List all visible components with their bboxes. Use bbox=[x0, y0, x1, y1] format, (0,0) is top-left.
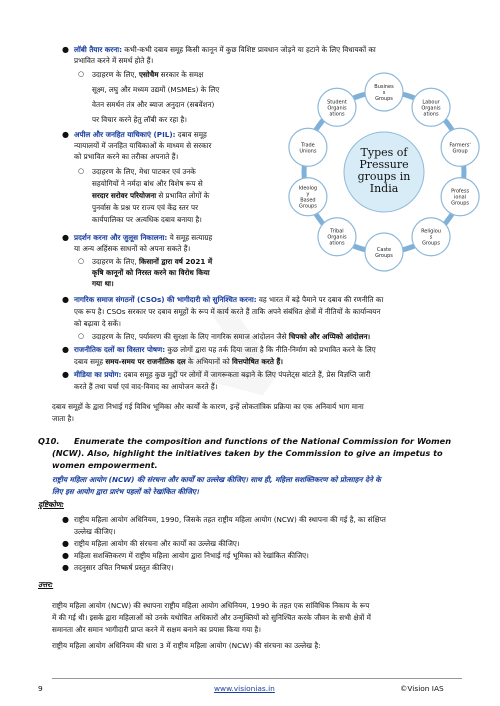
diagram-node-label: ations bbox=[329, 240, 345, 247]
diagram-node-label: Tribal bbox=[330, 228, 344, 235]
para-pil: अपील और जनहित याचिकाएं (PIL): दबाव समूह न्यायालयों में जनहित याचिकाओं के माध्यम से सरकार को प्रभावित करने का तरीका अपनाते हैं। bbox=[74, 130, 212, 161]
diagram-node bbox=[412, 88, 450, 126]
diagram-node-label: ations bbox=[423, 111, 439, 118]
diagram-node bbox=[441, 128, 479, 166]
bullet-icon: ● bbox=[62, 130, 69, 139]
para-funding: राजनीतिक दलों का विस्तार पोषण: कुछ लोगों द्वारा यह तर्क दिया जाता है कि नीति-निर्माण को प्रभावित करने के लिए bbox=[74, 345, 376, 354]
para-cso-line2: एक रूप है। CSOs सरकार पर दबाव समूहों के रूप में कार्य करते हैं ताकि अपने संबंधित क्षेत्रों में नीतियों के कार्यान्वयन bbox=[74, 307, 381, 316]
diagram-node-label: Labour bbox=[422, 99, 440, 106]
conclusion-line2: जाता है। bbox=[52, 414, 74, 423]
diagram-node-label: Caste bbox=[376, 247, 392, 253]
diagram-node-label: Ideolog bbox=[298, 185, 318, 192]
approach-label: दृष्टिकोण: bbox=[38, 500, 65, 509]
diagram-node bbox=[412, 218, 450, 256]
diagram-node-label: Groups bbox=[375, 96, 393, 102]
circle-bullet-icon: ○ bbox=[78, 257, 85, 265]
diagram-node-label: Groups bbox=[299, 203, 317, 210]
para-pil-example: उदाहरण के लिए, मेधा पाटकर एवं उनके सहयोगियों ने नर्मदा बांध और विशेष रूप से सरदार सरोवर परियोजना से प्रभावित लोगों के पुनर्वास के प्रश्न पर राज्य एवं केंद्र स्तर पर कार्यपालिका पर अत्यधिक दबाव बनाया है। bbox=[92, 167, 210, 224]
bullet-icon: ● bbox=[62, 551, 69, 560]
footer-link[interactable]: www.visionias.in bbox=[214, 684, 275, 693]
answer-label: उत्तर: bbox=[38, 580, 54, 589]
diagram-node-label: ional bbox=[454, 194, 467, 201]
approach-item-2: राष्ट्रीय महिला आयोग की संरचना और कार्यों का उल्लेख कीजिए। bbox=[74, 539, 240, 548]
diagram-node bbox=[365, 233, 403, 271]
answer-line1: राष्ट्रीय महिला आयोग (NCW) की स्थापना राष्ट्रीय महिला आयोग अधिनियम, 1990 के तहत एक सांविधिक निकाय के रूप bbox=[52, 601, 370, 610]
approach-item-1-cont: उल्लेख कीजिए। bbox=[74, 527, 116, 536]
bullet-icon: ● bbox=[62, 233, 69, 242]
diagram-node-label: Religiou bbox=[421, 228, 441, 235]
bullet-icon: ● bbox=[62, 295, 69, 304]
bullet-icon: ● bbox=[62, 370, 69, 379]
question-line1: Enumerate the composition and functions of the National Commission for Women bbox=[74, 436, 452, 446]
diagram-node-label: ations bbox=[329, 111, 345, 118]
diagram-node-label: Groups bbox=[451, 200, 469, 207]
para-protest-example: उदाहरण के लिए, किसानों द्वारा वर्ष 2021 में कृषि कानूनों को निरस्त करने का विरोध किया गया था। bbox=[92, 257, 213, 288]
question-hindi-line2: लिए इस आयोग द्वारा प्रारंभ पहलों को रेखांकित कीजिए। bbox=[52, 487, 199, 496]
diagram-node-label: Profess bbox=[451, 188, 470, 195]
diagram-node-label: s bbox=[429, 234, 433, 241]
para-lobby-line2: प्रभावित करने में समर्थ होते हैं। bbox=[74, 56, 154, 65]
diagram-node-label: Busines bbox=[374, 84, 394, 90]
diagram-node-label: Unions bbox=[299, 148, 317, 155]
diagram-node-label: Groups bbox=[375, 253, 393, 259]
conclusion-line1: दबाव समूहों के द्वारा निभाई गई विविध भूमिका और कार्यों के कारण, इन्हें लोकतांत्रिक प्रक्रिया का एक अनिवार्य भाग माना bbox=[52, 402, 364, 411]
diagram-node-label: Student bbox=[327, 99, 347, 106]
circle-bullet-icon: ○ bbox=[78, 167, 85, 175]
para-funding-line2: दबाव समूह समय-समय पर राजनीतिक दल के अभियानों को वित्तपोषित करते हैं। bbox=[74, 357, 283, 366]
diagram-node-label: Organis bbox=[421, 105, 441, 112]
para-media: मीडिया का प्रयोग: दबाव समूह कुछ मुद्दों पर लोगों में जागरूकता बढ़ाने के लिए पंपलेट्स बांटते हैं, प्रेस विज्ञप्ति जारी bbox=[74, 370, 371, 379]
diagram-node-label: Based bbox=[300, 197, 316, 204]
circle-bullet-icon: ○ bbox=[78, 70, 85, 78]
diagram-node bbox=[441, 178, 479, 216]
answer-line3: समानता और समान भागीदारी प्राप्त करने में सक्षम बनाने का प्रयास किया गया है। bbox=[52, 625, 261, 634]
diagram-node-label: y bbox=[306, 191, 310, 198]
center-line-1: Types of bbox=[360, 146, 408, 159]
center-line-4: India bbox=[369, 182, 399, 195]
footer-brand: ©Vision IAS bbox=[400, 684, 444, 693]
bullet-icon: ● bbox=[62, 563, 69, 572]
diagram-node bbox=[318, 218, 356, 256]
diagram-node-label: Trade bbox=[301, 142, 315, 149]
center-line-3: groups in bbox=[357, 170, 411, 183]
para-cso: नागरिक समाज संगठनों (CSOs) की भागीदारी को सुनिश्चित करना: वह भारत में बड़े पैमाने पर दबाव की रणनीति का bbox=[74, 295, 384, 304]
bullet-icon: ● bbox=[62, 45, 69, 54]
question-line3: women empowerment. bbox=[52, 460, 158, 470]
diagram-node-label: Group bbox=[452, 148, 468, 155]
diagram-node bbox=[289, 128, 327, 166]
diagram-node-label: Farmers' bbox=[449, 142, 471, 149]
circle-bullet-icon: ○ bbox=[78, 332, 85, 340]
para-protest: प्रदर्शन करना और जुलूस निकालना: ये समूह सत्याग्रह या अन्य अहिंसक साधनों को अपना सकते हैं। bbox=[74, 233, 213, 253]
para-media-line2: करते हैं तथा चर्चा एवं वाद-विवाद का आयोजन करते हैं। bbox=[74, 382, 218, 391]
question-line2: (NCW). Also, highlight the initiatives taken by the Commission to give an impetus to bbox=[52, 448, 443, 458]
question-hindi-line1: राष्ट्रीय महिला आयोग (NCW) की संरचना और कार्यों का उल्लेख कीजिए। साथ ही, महिला सशक्तिकरण को प्रोत्साहन देने के bbox=[52, 475, 381, 484]
question-number: Q10. bbox=[38, 436, 60, 446]
bullet-icon: ● bbox=[62, 345, 69, 354]
answer-line4: राष्ट्रीय महिला आयोग अधिनियम की धारा 3 में राष्ट्रीय महिला आयोग (NCW) की संरचना का उल्लेख है: bbox=[52, 641, 321, 650]
para-lobby: लॉबी तैयार करना: कभी-कभी दबाव समूह किसी कानून में कुछ विशिष्ट प्रावधान जोड़ने या हटाने के लिए विधायकों का bbox=[74, 45, 376, 54]
approach-item-1: राष्ट्रीय महिला आयोग अधिनियम, 1990, जिसके तहत राष्ट्रीय महिला आयोग (NCW) की स्थापना की गई है, का संक्षिप्त bbox=[74, 515, 386, 524]
diagram-node-label: Groups bbox=[422, 240, 440, 247]
pressure-groups-diagram bbox=[268, 60, 498, 275]
diagram-node-label: s bbox=[382, 90, 386, 96]
center-line-2: Pressure bbox=[359, 158, 409, 171]
bullet-icon: ● bbox=[62, 539, 69, 548]
para-lobby-example: उदाहरण के लिए, एसोचैम सरकार के समक्ष सूक्ष्म, लघु और मध्यम उद्यमों (MSMEs) के लिए वेतन समर्थन तंत्र और ब्याज अनुदान (सबवेंशन) पर विचार करने हेतु लॉबी कर रहा है। bbox=[92, 70, 220, 124]
bullet-icon: ● bbox=[62, 515, 69, 524]
diagram-node-label: Organis bbox=[327, 105, 347, 112]
para-cso-example: उदाहरण के लिए, पर्यावरण की सुरक्षा के लिए नागरिक समाज आंदोलन जैसे चिपको और अप्पिको आंदोलन। bbox=[92, 332, 371, 341]
page-number: 9 bbox=[38, 684, 43, 693]
diagram-node bbox=[289, 178, 327, 216]
diagram-node bbox=[318, 88, 356, 126]
footer-divider bbox=[52, 678, 462, 679]
approach-item-4: तदनुसार उचित निष्कर्ष प्रस्तुत कीजिए। bbox=[74, 563, 174, 572]
para-cso-line3: को बढ़ावा दे सकें। bbox=[74, 319, 122, 328]
diagram-node bbox=[365, 73, 403, 111]
approach-item-3: महिला सशक्तिकरण में राष्ट्रीय महिला आयोग द्वारा निभाई गई भूमिका को रेखांकित कीजिए। bbox=[74, 551, 309, 560]
diagram-node-label: Organis bbox=[327, 234, 347, 241]
answer-line2: में की गई थी। इसके द्वारा महिलाओं को उनके यथोचित अधिकारों और उन्मुक्तियों को सुनिश्चित करके जीवन के सभी क्षेत्रों में bbox=[52, 613, 371, 622]
